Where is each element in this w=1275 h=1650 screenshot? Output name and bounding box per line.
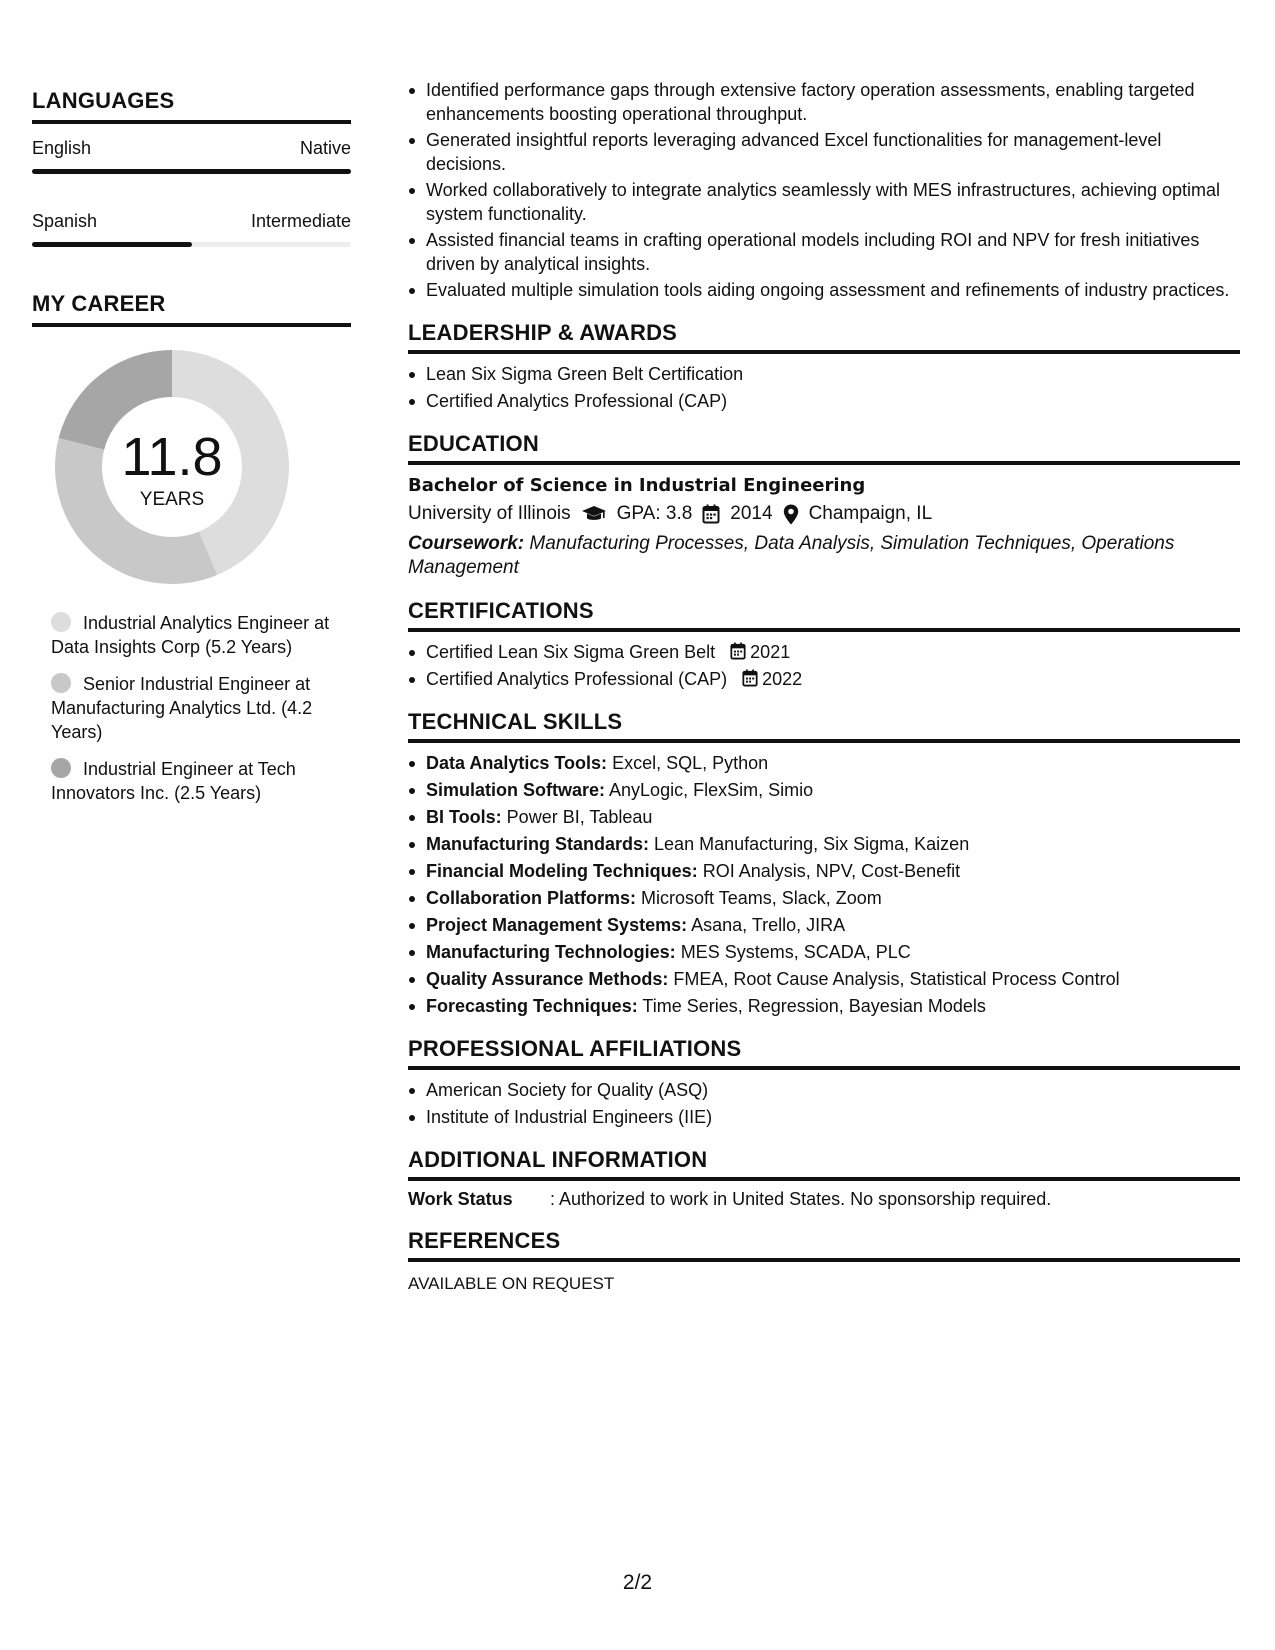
skill-value: Power BI, Tableau [506, 807, 653, 827]
language-level: Intermediate [250, 211, 351, 231]
career-legend-item [51, 757, 351, 805]
list-item: Institute of Industrial Engineers (IIE) [426, 1105, 1240, 1129]
list-item [426, 967, 1240, 991]
work-status-label: Work Status [408, 1189, 513, 1209]
skill-value: Excel, SQL, Python [612, 753, 769, 773]
skill-label: Quality Assurance Methods: [426, 969, 669, 989]
certifications-heading: CERTIFICATIONS [408, 598, 1240, 632]
experience-bullets [408, 78, 1240, 302]
calendar-icon [730, 642, 746, 660]
list-item: Generated insightful reports leveraging advanced Excel functionalities for management-level decisions. [426, 128, 1240, 176]
skill-label: Forecasting Techniques: [426, 996, 638, 1016]
legend-dot [51, 758, 71, 778]
main-content [408, 78, 1240, 1294]
career-donut-chart [54, 349, 290, 585]
language-proficiency-bar [32, 169, 351, 174]
list-item [426, 667, 1240, 691]
certification-name: Certified Analytics Professional (CAP) [426, 669, 728, 689]
skills-list [408, 751, 1240, 1018]
skill-label: Simulation Software: [426, 780, 606, 800]
language-proficiency-bar [32, 242, 351, 247]
career-role-label: Industrial Analytics Engineer at Data Insights Corp (5.2 Years) [51, 613, 330, 657]
skill-value: AnyLogic, FlexSim, Simio [609, 780, 814, 800]
list-item [426, 859, 1240, 883]
affiliations-list [408, 1078, 1240, 1129]
list-item [426, 994, 1240, 1018]
skill-value: Microsoft Teams, Slack, Zoom [641, 888, 882, 908]
calendar-icon [702, 504, 720, 524]
location-pin-icon [783, 504, 799, 525]
sidebar [32, 88, 351, 818]
skill-label: Data Analytics Tools: [426, 753, 608, 773]
calendar-icon [742, 669, 758, 687]
gpa: GPA: 3.8 [616, 503, 693, 524]
skill-value: FMEA, Root Cause Analysis, Statistical Process Control [673, 969, 1120, 989]
language-level: Native [299, 138, 351, 158]
career-role-label: Industrial Engineer at Tech Innovators Inc. (2.5 Years) [51, 759, 296, 803]
list-item: Lean Six Sigma Green Belt Certification [426, 362, 1240, 386]
skills-heading: TECHNICAL SKILLS [408, 709, 1240, 743]
certification-year: 2022 [762, 669, 803, 689]
references-text: AVAILABLE ON REQUEST [408, 1274, 615, 1293]
skill-value: Asana, Trello, JIRA [691, 915, 846, 935]
list-item [426, 805, 1240, 829]
career-legend [32, 611, 351, 805]
work-status-row [408, 1189, 1240, 1210]
language-name: Spanish [32, 211, 98, 231]
list-item [426, 940, 1240, 964]
skill-label: BI Tools: [426, 807, 502, 827]
list-item: Assisted financial teams in crafting operational models including ROI and NPV for fresh initiatives driven by analytical insights. [426, 228, 1240, 276]
list-item [426, 886, 1240, 910]
career-section [32, 291, 351, 805]
coursework [408, 532, 1240, 580]
list-item [426, 832, 1240, 856]
school-location: Champaign, IL [808, 503, 933, 524]
list-item [426, 640, 1240, 664]
graduation-year: 2014 [730, 503, 773, 524]
language-proficiency-fill [32, 169, 351, 174]
work-status-value: : Authorized to work in United States. No sponsorship required. [550, 1189, 1052, 1209]
list-item: Evaluated multiple simulation tools aiding ongoing assessment and refinements of industry practices. [426, 278, 1240, 302]
school-name: University of Illinois [408, 503, 571, 524]
coursework-text: Manufacturing Processes, Data Analysis, Simulation Techniques, Operations Management [408, 533, 1175, 578]
skill-value: Lean Manufacturing, Six Sigma, Kaizen [654, 834, 970, 854]
affiliations-heading: PROFESSIONAL AFFILIATIONS [408, 1036, 1240, 1070]
list-item [426, 778, 1240, 802]
skill-label: Manufacturing Technologies: [426, 942, 676, 962]
leadership-heading: LEADERSHIP & AWARDS [408, 320, 1240, 354]
language-name: English [32, 138, 92, 158]
leadership-list [408, 362, 1240, 413]
language-item [32, 138, 351, 174]
list-item: Worked collaboratively to integrate analytics seamlessly with MES infrastructures, achieving optimal system functionality. [426, 178, 1240, 226]
references-heading: REFERENCES [408, 1228, 1240, 1262]
education-heading: EDUCATION [408, 431, 1240, 465]
skill-value: Time Series, Regression, Bayesian Models [642, 996, 986, 1016]
skill-value: MES Systems, SCADA, PLC [680, 942, 911, 962]
skill-label: Project Management Systems: [426, 915, 688, 935]
career-legend-item [51, 672, 351, 744]
graduation-cap-icon [581, 505, 607, 523]
certification-year: 2021 [750, 642, 791, 662]
additional-info-heading: ADDITIONAL INFORMATION [408, 1147, 1240, 1181]
skill-value: ROI Analysis, NPV, Cost-Benefit [702, 861, 961, 881]
list-item [426, 913, 1240, 937]
list-item: Identified performance gaps through extensive factory operation assessments, enabling targeted enhancements boosting operational throughput. [426, 78, 1240, 126]
career-legend-item [51, 611, 351, 659]
coursework-label: Coursework: [408, 533, 525, 554]
certifications-list [408, 640, 1240, 691]
education-meta [408, 503, 1240, 525]
language-item [32, 211, 351, 247]
legend-dot [51, 612, 71, 632]
list-item: Certified Analytics Professional (CAP) [426, 389, 1240, 413]
list-item: American Society for Quality (ASQ) [426, 1078, 1240, 1102]
certification-name: Certified Lean Six Sigma Green Belt [426, 642, 716, 662]
legend-dot [51, 673, 71, 693]
skill-label: Manufacturing Standards: [426, 834, 650, 854]
career-total-value: 11.8 [121, 427, 223, 487]
career-heading: MY CAREER [32, 291, 351, 327]
degree-title: Bachelor of Science in Industrial Engineering [408, 475, 866, 496]
page-number: 2/2 [622, 1571, 653, 1594]
languages-heading: LANGUAGES [32, 88, 351, 124]
career-role-label: Senior Industrial Engineer at Manufacturing Analytics Ltd. (4.2 Years) [51, 674, 313, 742]
language-proficiency-fill [32, 242, 192, 247]
skill-label: Financial Modeling Techniques: [426, 861, 698, 881]
list-item [426, 751, 1240, 775]
career-total-unit: YEARS [139, 489, 205, 510]
skill-label: Collaboration Platforms: [426, 888, 637, 908]
